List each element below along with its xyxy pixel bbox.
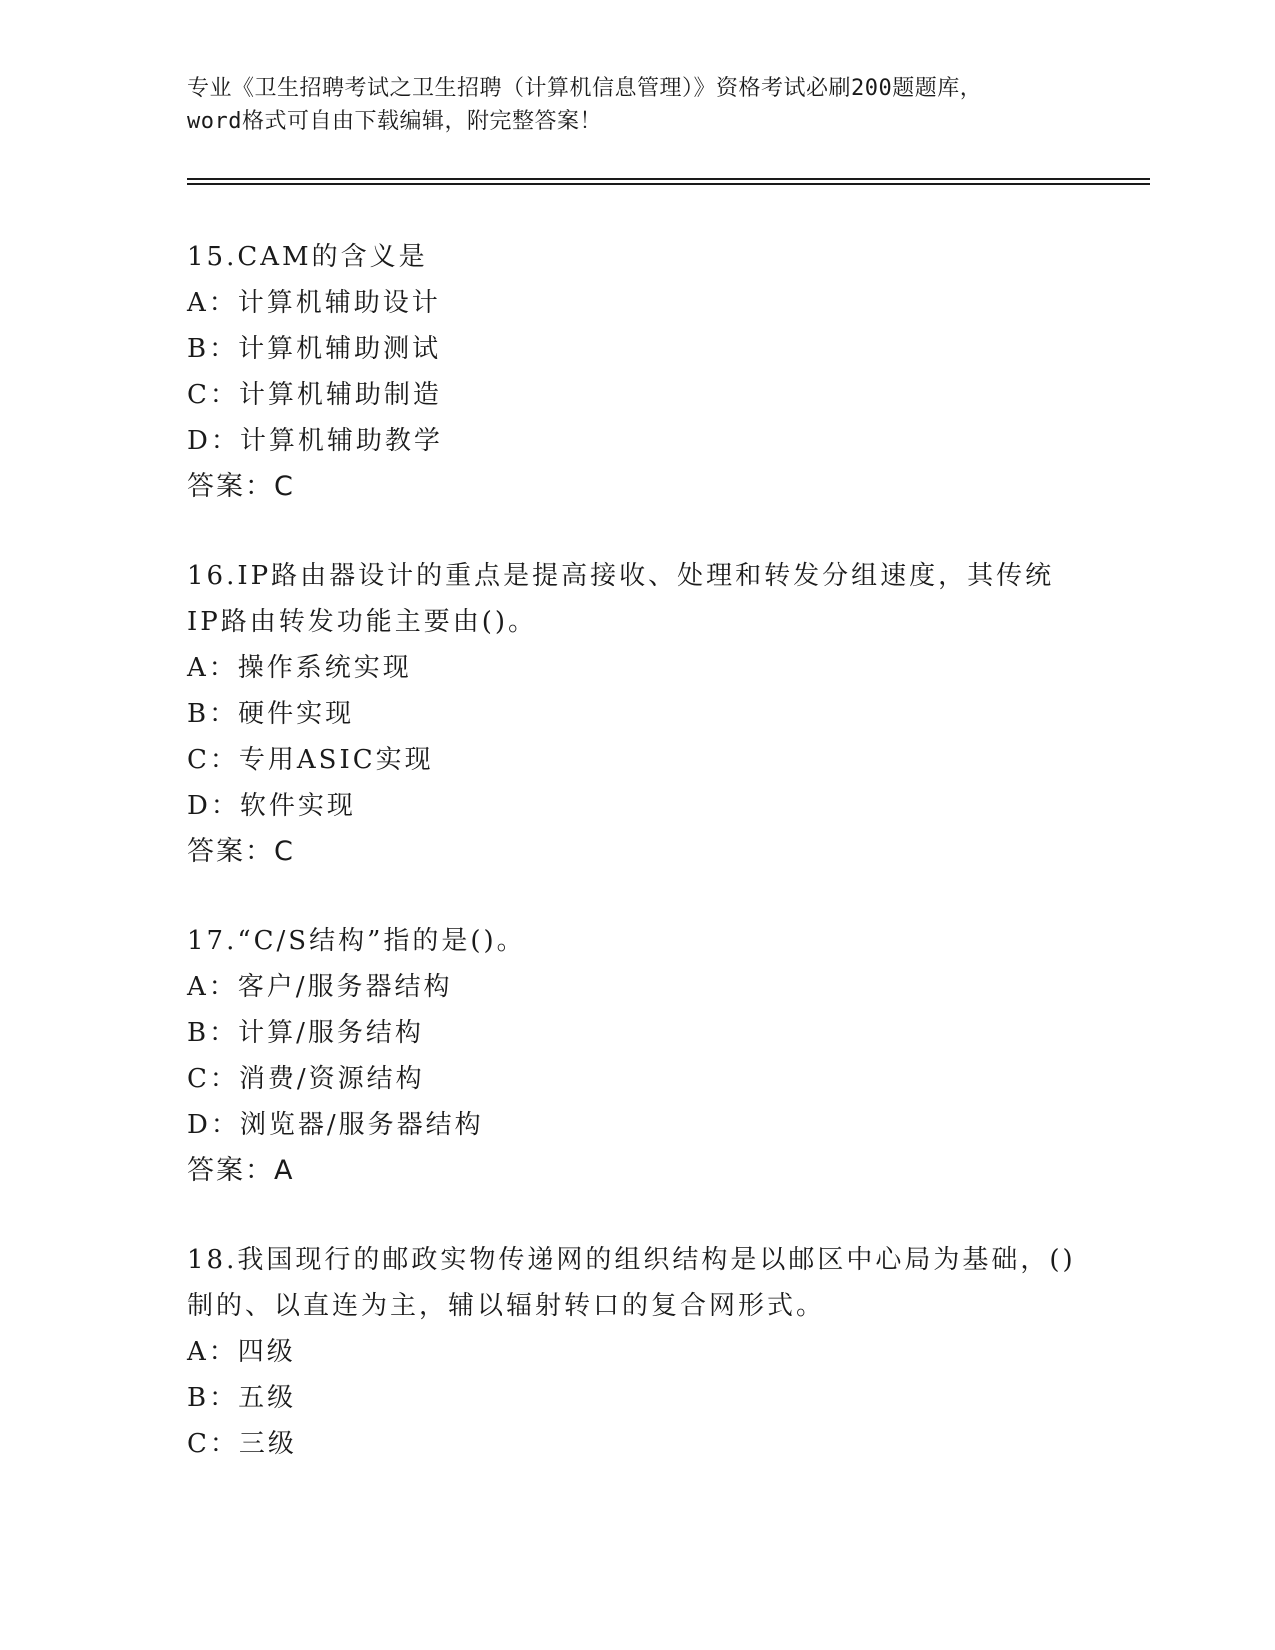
question-18: [187, 1237, 1147, 1467]
question-16: [187, 553, 1147, 875]
header-divider-top: [187, 178, 1150, 180]
option-c: C：消费/资源结构: [187, 1064, 425, 1094]
question-stem-continued: 制的、以直连为主，辅以辐射转口的复合网形式。: [187, 1291, 826, 1321]
option-a: A：四级: [187, 1337, 296, 1367]
question-stem: 18.我国现行的邮政实物传递网的组织结构是以邮区中心局为基础，(): [187, 1245, 1076, 1275]
option-b: B：计算机辅助测试: [187, 334, 442, 364]
question-stem: 16.IP路由器设计的重点是提高接收、处理和转发分组速度，其传统: [187, 561, 1055, 591]
question-stem: 17.“C/S结构”指的是()。: [187, 926, 526, 956]
option-a: A：客户/服务器结构: [187, 972, 453, 1002]
option-d: D：软件实现: [187, 791, 356, 821]
header-line-1: 专业《卫生招聘考试之卫生招聘（计算机信息管理）》资格考试必刷200题题库，: [187, 76, 983, 101]
option-d: D：计算机辅助教学: [187, 426, 443, 456]
option-a: A：计算机辅助设计: [187, 288, 441, 318]
question-15: [187, 234, 1147, 510]
option-c: C：三级: [187, 1429, 297, 1459]
option-b: B：计算/服务结构: [187, 1018, 424, 1048]
document-header: [187, 72, 1147, 138]
option-a: A：操作系统实现: [187, 653, 412, 683]
answer-line: 答案：A: [187, 1155, 295, 1186]
header-divider-bottom: [187, 183, 1150, 185]
option-d: D：浏览器/服务器结构: [187, 1110, 484, 1140]
question-stem: 15.CAM的含义是: [187, 242, 428, 272]
option-c: C：计算机辅助制造: [187, 380, 442, 410]
option-c: C：专用ASIC实现: [187, 745, 434, 775]
answer-line: 答案：C: [187, 471, 295, 502]
option-b: B：硬件实现: [187, 699, 355, 729]
question-stem-continued: IP路由转发功能主要由()。: [187, 607, 538, 637]
option-b: B：五级: [187, 1383, 297, 1413]
question-17: [187, 918, 1147, 1194]
answer-line: 答案：C: [187, 836, 295, 867]
header-line-2: word格式可自由下载编辑，附完整答案！: [187, 109, 602, 134]
question-list: [187, 234, 1147, 1510]
